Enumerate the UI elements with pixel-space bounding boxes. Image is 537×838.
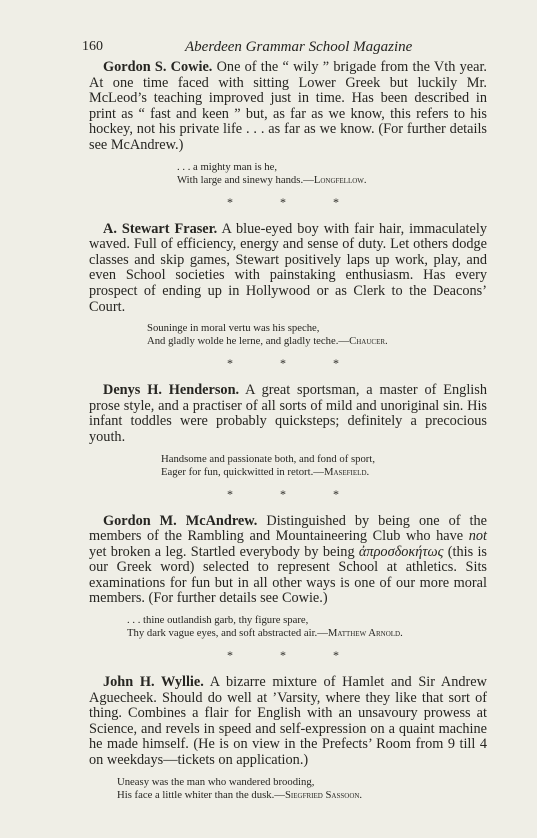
entry-quote [177,161,487,187]
entry-text: One of the “ wily ” brigade from the Vth year. At one time faced with sitting Lower Greek but luckily Mr. McLeod’s teaching improved just in time. Has been described in print as “ fast and keen ” but, as far as we know, this refers to his hockey, not his private life . . . as far as we know. (For further details see McAndrew.) [89,59,487,153]
entry-henderson [89,383,487,445]
entry-name: A. Stewart Fraser. [103,220,218,237]
entry-wyllie [89,675,487,769]
quote-author: Chaucer. [349,335,388,348]
entry-mcandrew [89,514,487,608]
section-separator: * * * [227,194,361,209]
quote-line: Eager for fun, quickwitted in retort.— [161,465,324,478]
entry-text: A bizarre mixture of Hamlet and Sir Andrew Aguecheek. Should do well at ’Varsity, where they like that sort of thing. Combines a flair for English with an unsavoury prowess at Science, and revels in speed and self-expression on a quaint machine he made himself. (He is on view in the Prefects’ Room from 9 till 4 on weekdays—tickets on application.) [89,674,487,769]
quote-line: Souninge in moral vertu was his speche, [147,322,320,335]
entry-fraser [89,222,487,316]
entry-quote [147,322,487,348]
entry-name: John H. Wyllie. [103,674,204,691]
greek-word: ἀπροσδοκήτως [358,543,444,560]
quote-author: Longfellow. [313,173,367,186]
page-header [82,39,459,57]
running-title: Aberdeen Grammar School Magazine [185,39,413,55]
quote-author: Siegfried Sassoon. [284,788,363,801]
page-number: 160 [82,39,103,54]
entry-quote [127,614,487,640]
quote-line: With large and sinewy hands.— [177,173,314,186]
quote-line: His face a little whiter than the dusk.— [117,788,285,801]
section-separator: * * * [227,356,361,371]
quote-author: Matthew Arnold. [327,627,403,640]
section-separator: * * * [227,648,361,663]
entry-name: Denys H. Henderson. [103,382,240,399]
emphasis: not [468,528,487,545]
entry-name: Gordon S. Cowie. [103,59,213,75]
quote-line: Uneasy was the man who wandered brooding, [117,775,315,788]
entry-quote [117,776,487,802]
entry-text: A great sportsman, a master of English prose style, and a practiser of all sorts of mild and unoriginal sin. His infant toddles were probably quicksteps; definitely a precocious youth. [89,382,487,445]
entry-name: Gordon M. McAndrew. [103,512,258,529]
article-body [89,60,487,802]
entry-quote [161,453,487,479]
entry-text: A blue-eyed boy with fair hair, immaculately waved. Full of efficiency, energy and sense of duty. Let others dodge classes and skip games, Stewart positively laps up work, play, and even School societies with painstaking enthusiasm. Has every prospect of ending up in Hollywood or as Clerk to the Deacons’ Court. [89,220,487,315]
quote-line: . . . thine outlandish garb, thy figure spare, [127,614,309,627]
entry-text: Distinguished by being one of the members of the Rambling and Mountaineering Club who have [89,512,488,545]
quote-line: Handsome and passionate both, and fond of sport, [161,452,376,465]
entry-text: (this is our Greek word) selected to represent School at athletics. Sits examinations for fun but in all other ways is one of our more moral members. (For further details see Cowie.) [89,543,487,607]
quote-line: And gladly wolde he lerne, and gladly teche.— [147,335,350,348]
quote-author: Masefield. [323,465,370,478]
quote-line: Thy dark vague eyes, and soft abstracted air.— [127,627,328,640]
quote-line: . . . a mighty man is he, [177,160,278,173]
entry-cowie [89,60,487,154]
section-separator: * * * [227,486,361,501]
entry-text: yet broken a leg. Startled everybody by being [89,543,359,560]
